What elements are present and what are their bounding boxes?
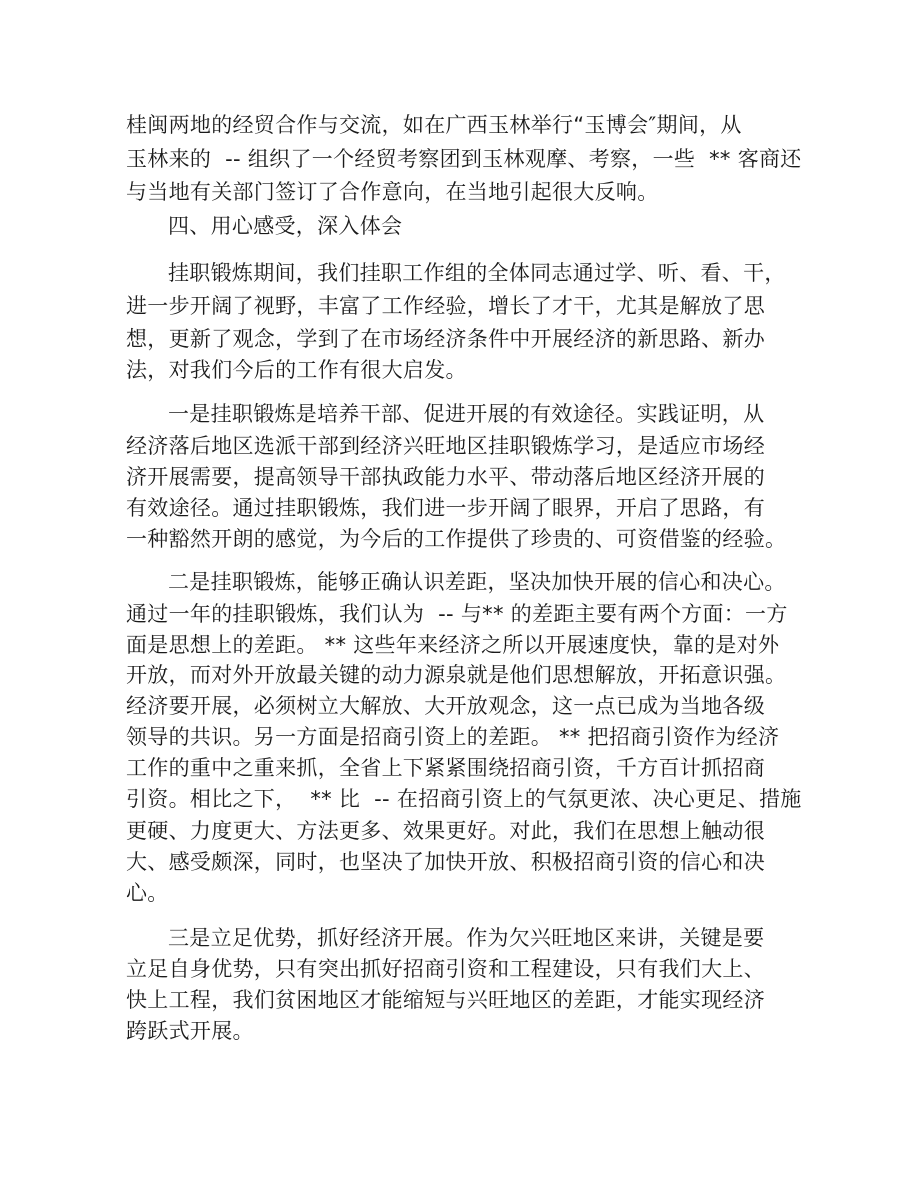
- text-line: 更硬、力度更大、方法更多、效果更好。对此，我们在思想上触动很: [126, 819, 765, 843]
- text-line: 想，更新了观念，学到了在市场经济条件中开展经济的新思路、新办: [126, 327, 765, 351]
- text-line: 经济落后地区选派干部到经济兴旺地区挂职锻炼学习，是适应市场经: [126, 434, 765, 458]
- text-line: 引资。相比之下， ** 比 -- 在招商引资上的气氛更浓、决心更足、措施: [126, 787, 802, 811]
- text-line: 玉林来的 -- 组织了一个经贸考察团到玉林观摩、考察，一些 ** 客商还: [126, 147, 802, 171]
- text-line: 立足自身优势，只有突出抓好招商引资和工程建设，只有我们大上、: [126, 957, 765, 981]
- text-line: 心。: [126, 881, 169, 905]
- text-line: 法，对我们今后的工作有很大启发。: [126, 358, 467, 382]
- text-line: 与当地有关部门签订了合作意向，在当地引起很大反响。: [126, 180, 659, 204]
- text-line: 济开展需要，提高领导干部执政能力水平、带动落后地区经济开展的: [126, 465, 765, 489]
- text-line: 有效途径。通过挂职锻炼，我们进一步开阔了眼界，开启了思路，有: [126, 496, 765, 520]
- text-line: 开放，而对外开放最关键的动力源泉就是他们思想解放，开拓意识强。: [126, 663, 787, 687]
- text-line: 面是思想上的差距。 ** 这些年来经济之所以开展速度快，靠的是对外: [126, 633, 780, 657]
- text-line: 桂闽两地的经贸合作与交流，如在广西玉林举行“玉博会″期间，从: [126, 113, 742, 137]
- text-line: 一种豁然开朗的感觉，为今后的工作提供了珍贵的、可资借鉴的经验。: [126, 527, 787, 551]
- text-line: 工作的重中之重来抓，全省上下紧紧围绕招商引资，千方百计抓招商: [126, 756, 765, 780]
- text-line: 大、感受颇深，同时，也坚决了加快开放、积极招商引资的信心和决: [126, 850, 765, 874]
- text-line: 挂职锻炼期间，我们挂职工作组的全体同志通过学、听、看、干，: [168, 261, 786, 285]
- text-line: 跨跃式开展。: [126, 1019, 254, 1043]
- text-line: 三是立足优势，抓好经济开展。作为欠兴旺地区来讲，关键是要: [168, 926, 765, 950]
- section-heading: 四、用心感受，深入体会: [168, 214, 403, 238]
- text-line: 经济要开展，必须树立大解放、大开放观念，这一点已成为当地各级: [126, 694, 765, 718]
- text-line: 二是挂职锻炼，能够正确认识差距，坚决加快开展的信心和决心。: [168, 570, 786, 594]
- text-line: 一是挂职锻炼是培养干部、促进开展的有效途径。实践证明，从: [168, 402, 765, 426]
- text-line: 通过一年的挂职锻炼，我们认为 -- 与** 的差距主要有两个方面：一方: [126, 602, 788, 626]
- text-line: 快上工程，我们贫困地区才能缩短与兴旺地区的差距，才能实现经济: [126, 988, 765, 1012]
- text-line: 进一步开阔了视野，丰富了工作经验，增长了才干，尤其是解放了思: [126, 294, 765, 318]
- text-line: 领导的共识。另一方面是招商引资上的差距。 ** 把招商引资作为经济: [126, 725, 780, 749]
